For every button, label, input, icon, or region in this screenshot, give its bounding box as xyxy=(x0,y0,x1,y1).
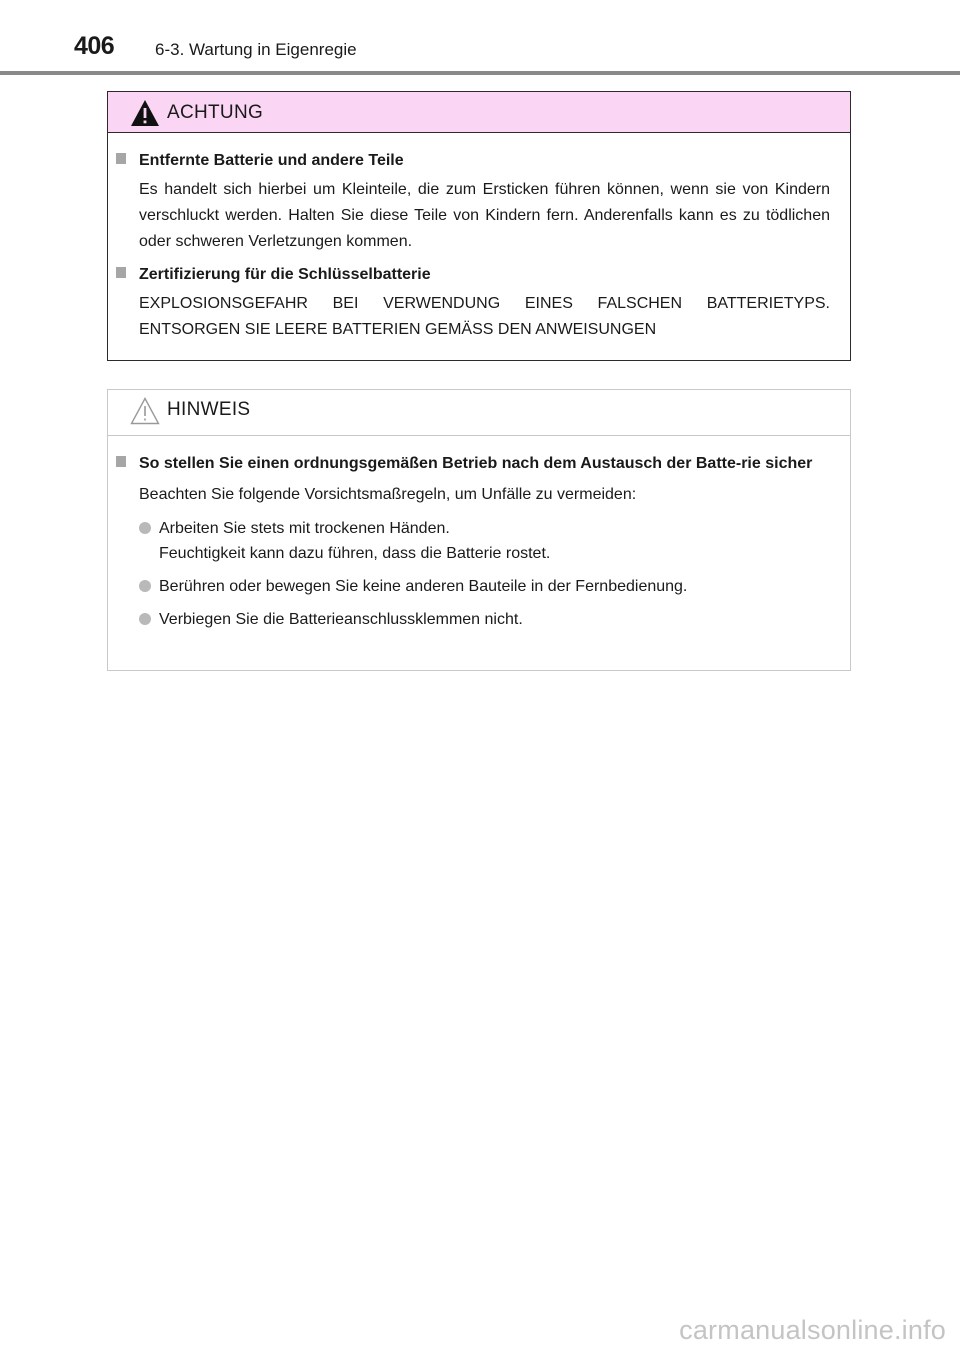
warning-item xyxy=(116,263,830,343)
list-item xyxy=(139,607,830,632)
circle-bullet-icon xyxy=(139,580,151,592)
square-bullet-icon xyxy=(116,153,126,164)
square-bullet-icon xyxy=(116,267,126,278)
page-number: 406 xyxy=(74,32,115,60)
notice-item-text: Beachten Sie folgende Vorsichtsmaßregeln, um Unfälle zu vermeiden: xyxy=(139,486,637,503)
circle-bullet-icon xyxy=(139,613,151,625)
notice-box-body xyxy=(108,436,850,632)
warning-box-header xyxy=(108,92,850,133)
warning-item-title: Zertifizierung für die Schlüsselbatterie xyxy=(139,266,431,283)
list-item-line: Berühren oder bewegen Sie keine anderen Bauteile in der Fernbedienung. xyxy=(159,578,688,595)
section-title: 6-3. Wartung in Eigenregie xyxy=(155,40,357,59)
list-item-line: Arbeiten Sie stets mit trockenen Händen. xyxy=(159,520,450,537)
list-item xyxy=(139,574,830,599)
header-rule xyxy=(0,71,960,75)
circle-bullet-icon xyxy=(139,522,151,534)
list-item-line: Feuchtigkeit kann dazu führen, dass die Batterie rostet. xyxy=(159,545,551,562)
notice-item xyxy=(116,452,830,632)
notice-label: HINWEIS xyxy=(167,399,251,420)
warning-item xyxy=(116,149,830,255)
notice-item-title: So stellen Sie einen ordnungsgemäßen Betrieb nach dem Austausch der Batte-rie sicher xyxy=(139,455,813,472)
warning-item-title: Entfernte Batterie und andere Teile xyxy=(139,152,404,169)
list-item xyxy=(139,516,830,566)
warning-triangle-icon xyxy=(130,99,160,127)
warning-item-text: EXPLOSIONSGEFAHR BEI VERWENDUNG EINES FALSCHEN BATTERIETYPS. ENTSORGEN SIE LEERE BATTERIEN GEMÄSS DEN ANWEISUNGEN xyxy=(139,295,830,338)
notice-box-header xyxy=(108,390,850,436)
list-item-line: Verbiegen Sie die Batterieanschlussklemmen nicht. xyxy=(159,611,523,628)
warning-triangle-outline-icon xyxy=(130,397,160,425)
warning-box xyxy=(107,91,851,361)
square-bullet-icon xyxy=(116,456,126,467)
warning-box-body xyxy=(108,133,850,343)
warning-label: ACHTUNG xyxy=(167,102,264,123)
watermark: carmanualsonline.info xyxy=(679,1315,946,1345)
notice-box xyxy=(107,389,851,671)
warning-item-text: Es handelt sich hierbei um Kleinteile, die zum Ersticken führen können, wenn sie von Kindern verschluckt werden. Halten Sie diese Teile von Kindern fern. Anderenfalls kann es zu tödlichen oder schweren Verletzungen kommen. xyxy=(139,181,830,250)
page-header xyxy=(0,0,960,80)
